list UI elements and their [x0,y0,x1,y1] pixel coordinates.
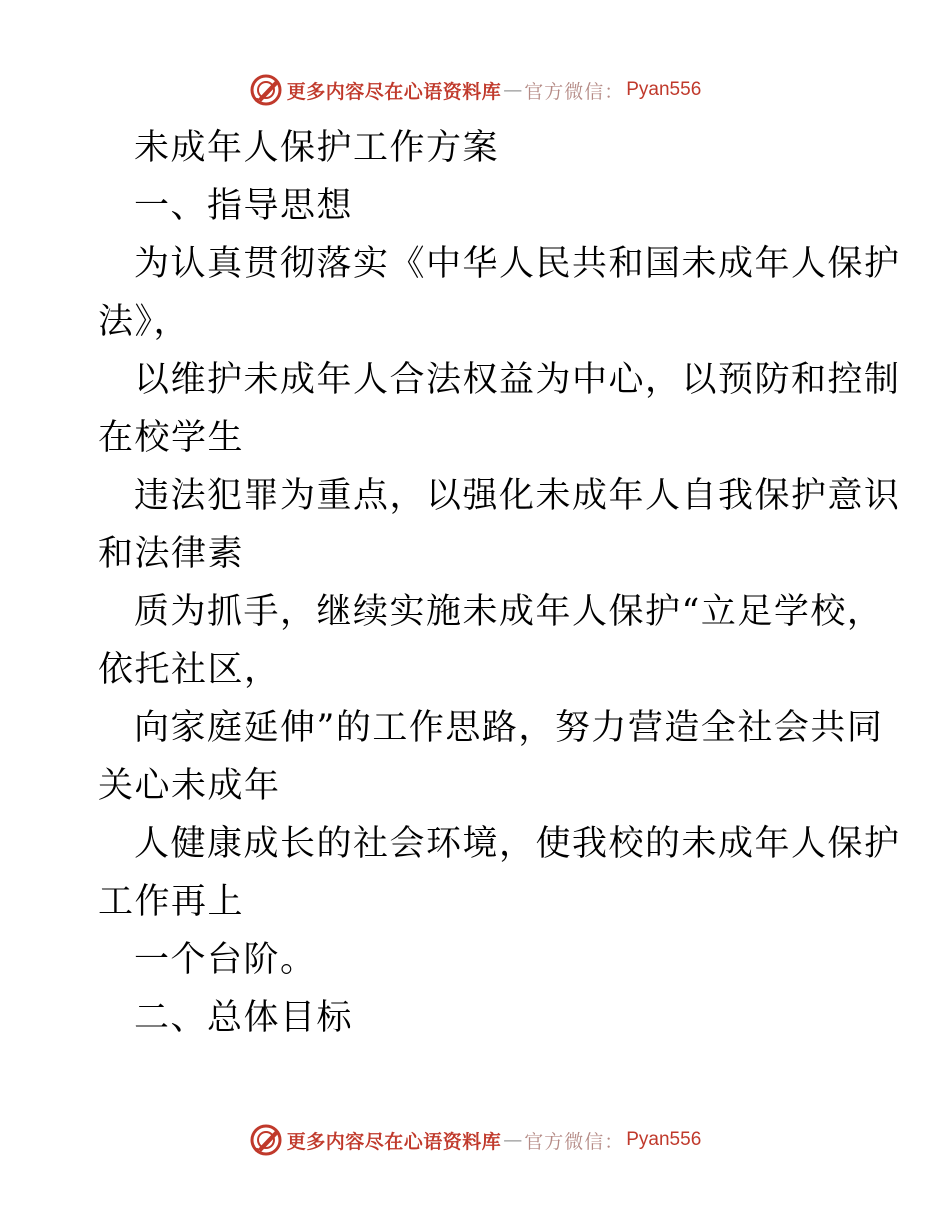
document-body [98,119,901,1047]
pen-logo-icon [249,73,283,107]
document-line: 二、总体目标 [134,998,354,1038]
document-line: 和法律素 [98,534,245,574]
brand-text: 更多内容尽在心语资料库 [286,80,502,103]
document-line: 依托社区， [98,650,281,690]
document-line: 工作再上 [98,882,245,922]
document-line: 在校学生 [98,418,245,458]
pen-logo-icon [249,1123,283,1157]
document-line: 一个台阶。 [134,940,317,980]
document-line: 为认真贯彻落实《中华人民共和国未成年人保护 [134,244,901,284]
document-line: 法》， [98,302,191,342]
document-line: 关心未成年 [98,766,281,806]
document-line: 违法犯罪为重点，以强化未成年人自我保护意识 [134,476,901,516]
document-line: 质为抓手，继续实施未成年人保护“立足学校， [134,592,884,632]
brand-text: 更多内容尽在心语资料库 [286,1130,502,1153]
banner-dash: — [503,1129,523,1151]
wechat-label: 官方微信： [524,1130,625,1153]
document-line: 一、指导思想 [134,186,354,226]
wechat-label: 官方微信： [524,80,625,103]
document-line: 人健康成长的社会环境，使我校的未成年人保护 [134,824,901,864]
document-line: 未成年人保护工作方案 [134,128,500,168]
document-line: 向家庭延伸”的工作思路，努力营造全社会共同 [134,708,884,748]
header-banner [0,68,950,112]
banner-dash: — [503,79,523,101]
wechat-account: Pyan556 [626,79,702,100]
wechat-account: Pyan556 [626,1129,702,1150]
document-line: 以维护未成年人合法权益为中心，以预防和控制 [134,360,901,400]
footer-banner [0,1118,950,1162]
